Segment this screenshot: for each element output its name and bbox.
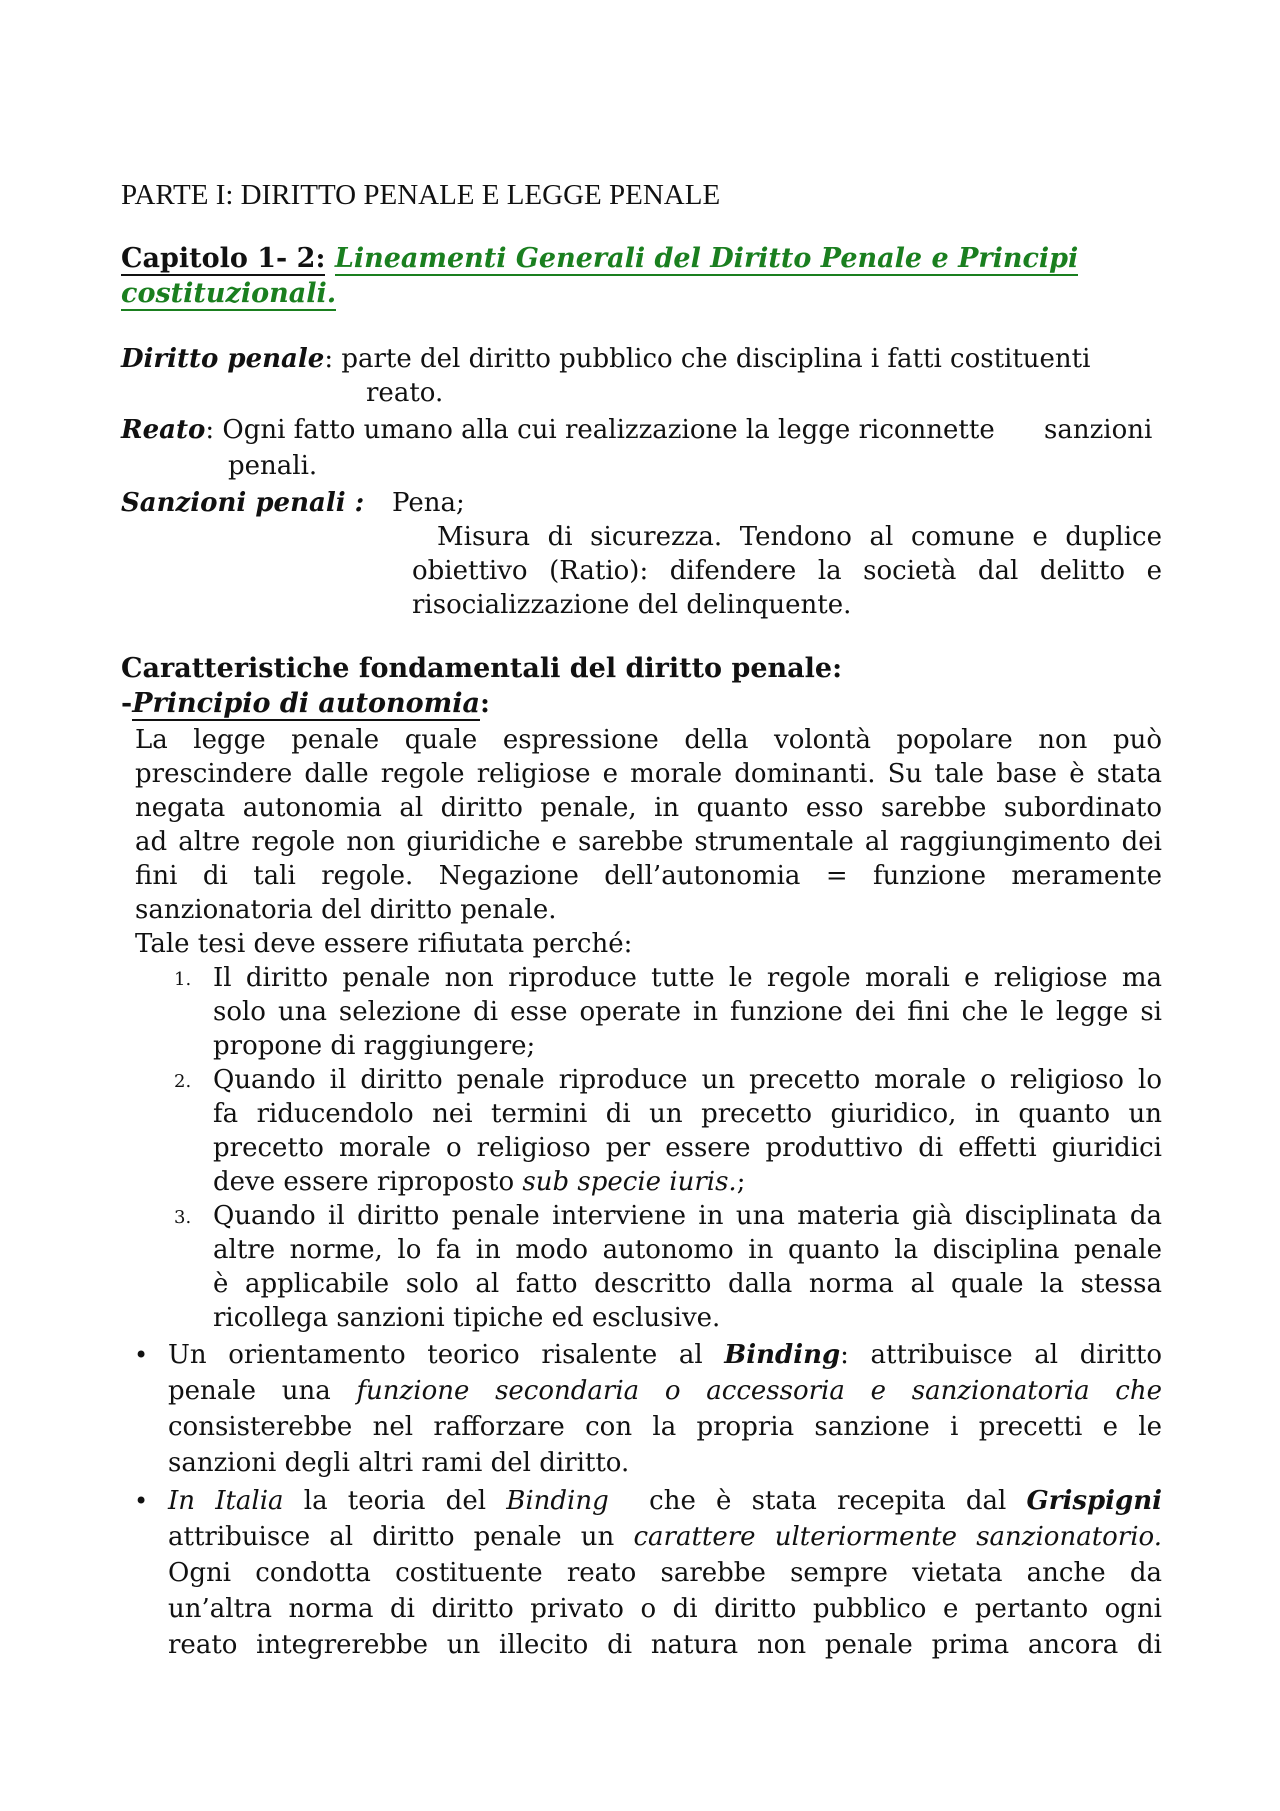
list-item-line: fa riducendolo nei termini di un precetto giuridico, in quanto un	[213, 1099, 1162, 1129]
paragraph-line: negata autonomia al diritto penale, in quanto esso sarebbe subordinato	[135, 793, 1162, 823]
bullet-dot: •	[134, 1341, 149, 1369]
bullet-italic: Binding	[506, 1486, 609, 1516]
principle-dash: -	[121, 688, 133, 719]
bullet-bold: Grispigni	[1026, 1486, 1162, 1516]
list-item-line: altre norme, lo fa in modo autonomo in quanto la disciplina penale	[213, 1235, 1162, 1265]
paragraph-line: prescindere dalle regole religiose e morale dominanti. Su tale base è stata	[135, 759, 1162, 789]
list-item-text: ;	[736, 1167, 746, 1197]
chapter-title-line2-wrap	[121, 277, 336, 311]
sanzioni-text: risocializzazione del delinquente.	[412, 590, 852, 620]
list-item-line: Quando il diritto penale interviene in una materia già disciplinata da	[213, 1201, 1162, 1231]
definition-text: sanzioni	[1044, 415, 1153, 445]
list-item-line: precetto morale o religioso per essere produttivo di effetti giuridici	[213, 1133, 1162, 1163]
bullet-line: Ogni condotta costituente reato sarebbe sempre vietata anche da	[168, 1558, 1162, 1588]
chapter-heading	[121, 240, 1078, 277]
bullet-line	[168, 1374, 1162, 1408]
list-number: 2.	[174, 1071, 192, 1092]
bullet-text: la teoria del	[283, 1486, 507, 1516]
list-item-italic: sub specie iuris.	[522, 1167, 737, 1197]
paragraph-line: Tale tesi deve essere rifiutata perché:	[135, 929, 633, 959]
definition-diritto-penale	[121, 342, 1090, 376]
bullet-text: attribuisce al diritto penale un	[168, 1522, 634, 1552]
bullet-text: penale una	[168, 1376, 357, 1406]
list-item-line: Quando il diritto penale riproduce un precetto morale o religioso lo	[213, 1065, 1162, 1095]
bullet-dot: •	[134, 1487, 149, 1515]
list-item-line: ricollega sanzioni tipiche ed esclusive.	[213, 1303, 721, 1333]
list-number: 1.	[174, 969, 192, 990]
principle-label: Principio di autonomia	[132, 688, 480, 719]
list-item-line: propone di raggiungere;	[213, 1031, 536, 1061]
bullet-italic: funzione secondaria o accessoria e sanzionatoria che	[356, 1376, 1162, 1406]
bullet-italic: In Italia	[168, 1486, 284, 1516]
term-reato: Reato	[121, 415, 206, 445]
bullet-line	[168, 1338, 1162, 1372]
definition-text: : Ogni fatto umano alla cui realizzazione la legge riconnette	[205, 415, 995, 445]
definition-sanzioni	[121, 486, 364, 520]
principle-colon: :	[479, 688, 490, 719]
term-separator: :	[345, 488, 365, 518]
page-title: PARTE I: DIRITTO PENALE E LEGGE PENALE	[121, 179, 721, 211]
list-item-line: solo una selezione di esse operate in funzione dei fini che le legge si	[213, 997, 1162, 1027]
definition-reato	[121, 413, 995, 447]
chapter-number: Capitolo 1- 2:	[121, 243, 326, 274]
bullet-text: che è stata recepita dal	[608, 1486, 1027, 1516]
bullet-text: Un orientamento teorico risalente al	[168, 1340, 725, 1370]
bullet-line: reato integrerebbe un illecito di natura non penale prima ancora di	[168, 1630, 1162, 1660]
paragraph-line: fini di tali regole. Negazione dell’autonomia = funzione meramente	[135, 861, 1162, 891]
list-item-line: è applicabile solo al fatto descritto dalla norma al quale la stessa	[213, 1269, 1162, 1299]
bullet-bold: Binding	[724, 1340, 841, 1370]
list-item-line	[213, 1165, 745, 1199]
paragraph-line: La legge penale quale espressione della volontà popolare non può	[135, 725, 1162, 755]
sanzioni-item-pena: Pena;	[392, 488, 465, 518]
definition-text-cont: penali.	[228, 451, 318, 481]
definition-text-cont: reato.	[366, 378, 444, 408]
bullet-line	[168, 1520, 1162, 1554]
list-item-line: Il diritto penale non riproduce tutte le regole morali e religiose ma	[213, 963, 1162, 993]
section-title: Caratteristiche fondamentali del diritto penale:	[121, 653, 843, 684]
term-diritto-penale: Diritto penale	[121, 344, 325, 374]
paragraph-line: sanzionatoria del diritto penale.	[135, 895, 557, 925]
sanzioni-text: obiettivo (Ratio): difendere la società dal delitto e	[412, 556, 1162, 586]
chapter-title-line1: Lineamenti Generali del Diritto Penale e Principi	[334, 243, 1079, 274]
list-item-text: deve essere riproposto	[213, 1167, 523, 1197]
chapter-title-line2: costituzionali.	[121, 278, 337, 309]
principle-heading	[121, 687, 490, 721]
list-number: 3.	[174, 1207, 192, 1228]
paragraph-line: ad altre regole non giuridiche e sarebbe strumentale al raggiungimento dei	[135, 827, 1162, 857]
definition-text: : parte del diritto pubblico che disciplina i fatti costituenti	[324, 344, 1091, 374]
bullet-line: sanzioni degli altri rami del diritto.	[168, 1448, 630, 1478]
bullet-line: un’altra norma di diritto privato o di diritto pubblico e pertanto ogni	[168, 1594, 1162, 1624]
bullet-line	[168, 1484, 1162, 1518]
bullet-italic: carattere ulteriormente sanzionatorio.	[633, 1522, 1163, 1552]
bullet-line: consisterebbe nel rafforzare con la propria sanzione i precetti e le	[168, 1412, 1162, 1442]
term-sanzioni-penali: Sanzioni penali	[121, 488, 346, 518]
bullet-text: : attribuisce al diritto	[840, 1340, 1162, 1370]
sanzioni-text: Misura di sicurezza. Tendono al comune e duplice	[437, 522, 1162, 552]
